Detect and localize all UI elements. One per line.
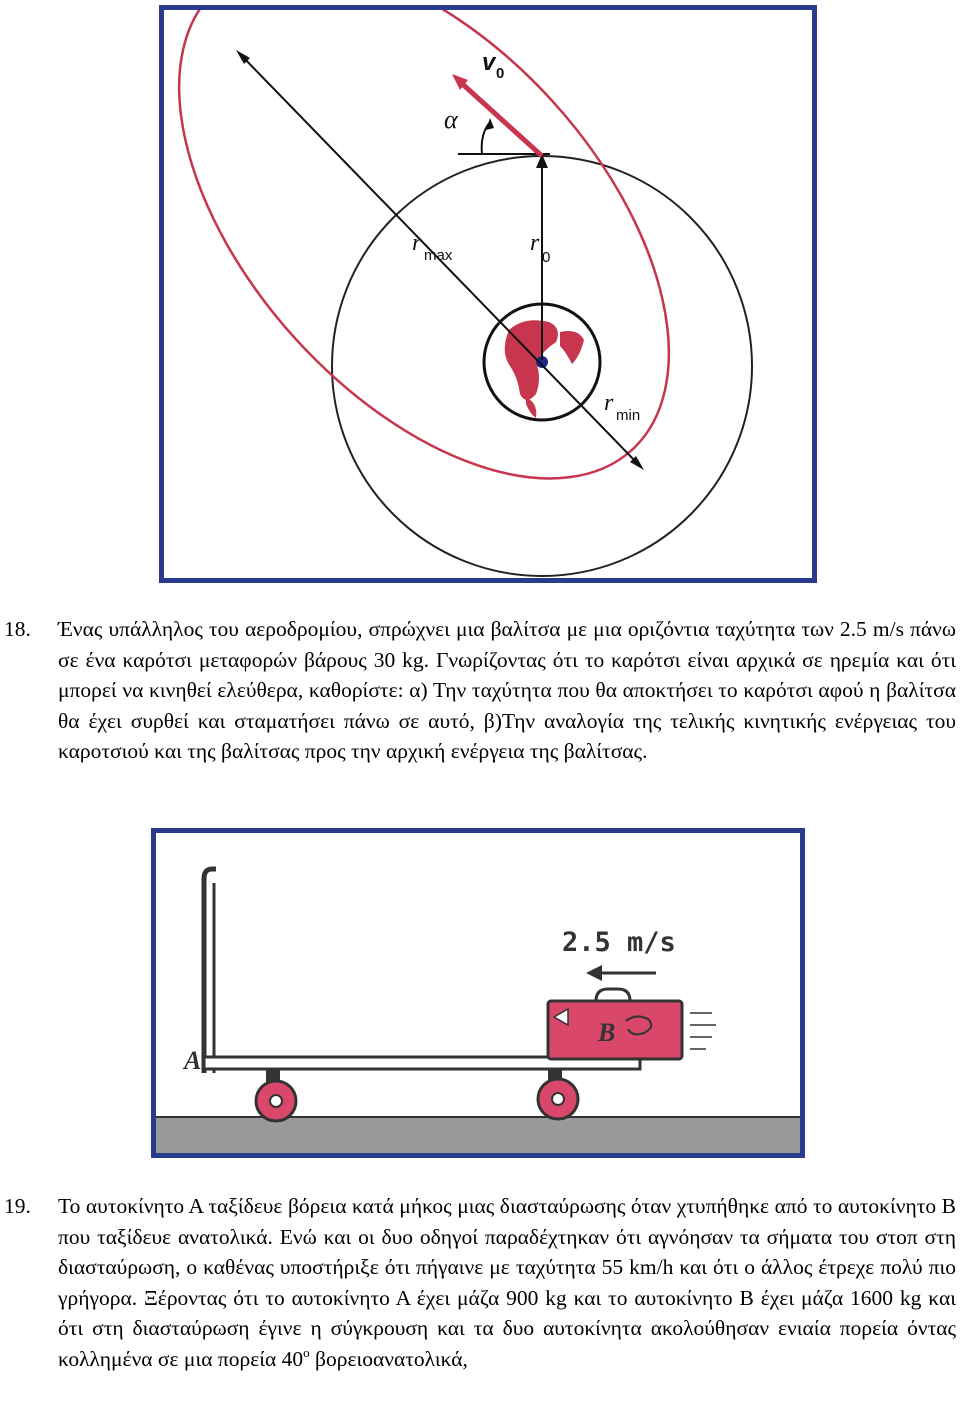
rmax-subscript: max: [424, 247, 453, 264]
degree-superscript: ο: [303, 1344, 310, 1360]
alpha-label: α: [444, 105, 458, 134]
speed-label: 2.5 m/s: [562, 927, 676, 958]
rmax-label: r: [412, 230, 422, 256]
rmin-subscript: min: [616, 407, 641, 424]
problem-number: 18.: [4, 617, 31, 641]
problem-text: [58, 1191, 956, 1374]
label-a: A: [184, 1046, 202, 1075]
problem-19: [0, 1191, 960, 1374]
r0-subscript: 0: [542, 249, 551, 266]
velocity-vector: [458, 80, 542, 156]
wheel-icon: [538, 1069, 578, 1119]
rmin-label: r: [604, 390, 614, 416]
label-b: B: [598, 1018, 616, 1047]
r0-label: r: [530, 230, 540, 256]
orbit-diagram: [164, 10, 812, 578]
arrowhead-icon: [486, 118, 494, 130]
problem-18: [0, 614, 960, 767]
wheel-icon: [256, 1069, 296, 1121]
problem-number: 19.: [4, 1194, 31, 1218]
motion-lines: [690, 1013, 716, 1049]
orbit-figure: [159, 5, 817, 583]
cart-figure: [151, 828, 805, 1158]
arrowhead-icon: [586, 965, 602, 981]
floor: [156, 1117, 800, 1153]
cart-diagram: [156, 833, 800, 1153]
v0-label: v: [482, 49, 496, 76]
problem-text-main: Το αυτοκίνητο Α ταξίδευε βόρεια κατά μήκος μιας διασταύρωσης όταν χτυπήθηκε από το αυτοκίνητο Β που ταξίδευε ανατολικά. Ενώ και οι δυο οδηγοί παραδέχτηκαν ότι αγνόησαν τα σήματα του στοπ στη διασταύρωση, ο καθένας υποστήριξε ότι πήγαινε με ταχύτητα 55 km/h και ότι ο άλλος έτρεχε πολύ πιο γρήγορα. Ξέροντας ότι το αυτοκίνητο Α έχει μάζα 900 kg και το αυτοκίνητο Β έχει μάζα 1600 kg και ότι στη διασταύρωση έγινε η σύγκρουση και τα δυο αυτοκίνητα ακολούθησαν ενιαία πορεία όντας κολλημένα σε μια πορεία 40: [58, 1194, 956, 1371]
v0-subscript: 0: [496, 65, 505, 82]
elliptical-orbit: [164, 10, 761, 567]
problem-text-end: βορειοανατολικά,: [309, 1346, 468, 1371]
problem-text: Ένας υπάλληλος του αεροδρομίου, σπρώχνει μια βαλίτσα με μια οριζόντια ταχύτητα των 2.5 m/s πάνω σε ένα καρότσι μεταφορών βάρους 30 kg. Γνωρίζοντας ότι το καρότσι είναι αρχικά σε ηρεμία και ότι μπορεί να κινηθεί ελεύθερα, καθορίστε: α) Την ταχύτητα που θα αποκτήσει το καρότσι αφού η βαλίτσα θα έχει συρθεί και σταματήσει πάνω σε αυτό, β)Την αναλογία της τελικής κινητικής ενέργειας του καροτσιού και της βαλίτσας προς την αρχική ενέργεια της βαλίτσας.: [58, 617, 956, 763]
